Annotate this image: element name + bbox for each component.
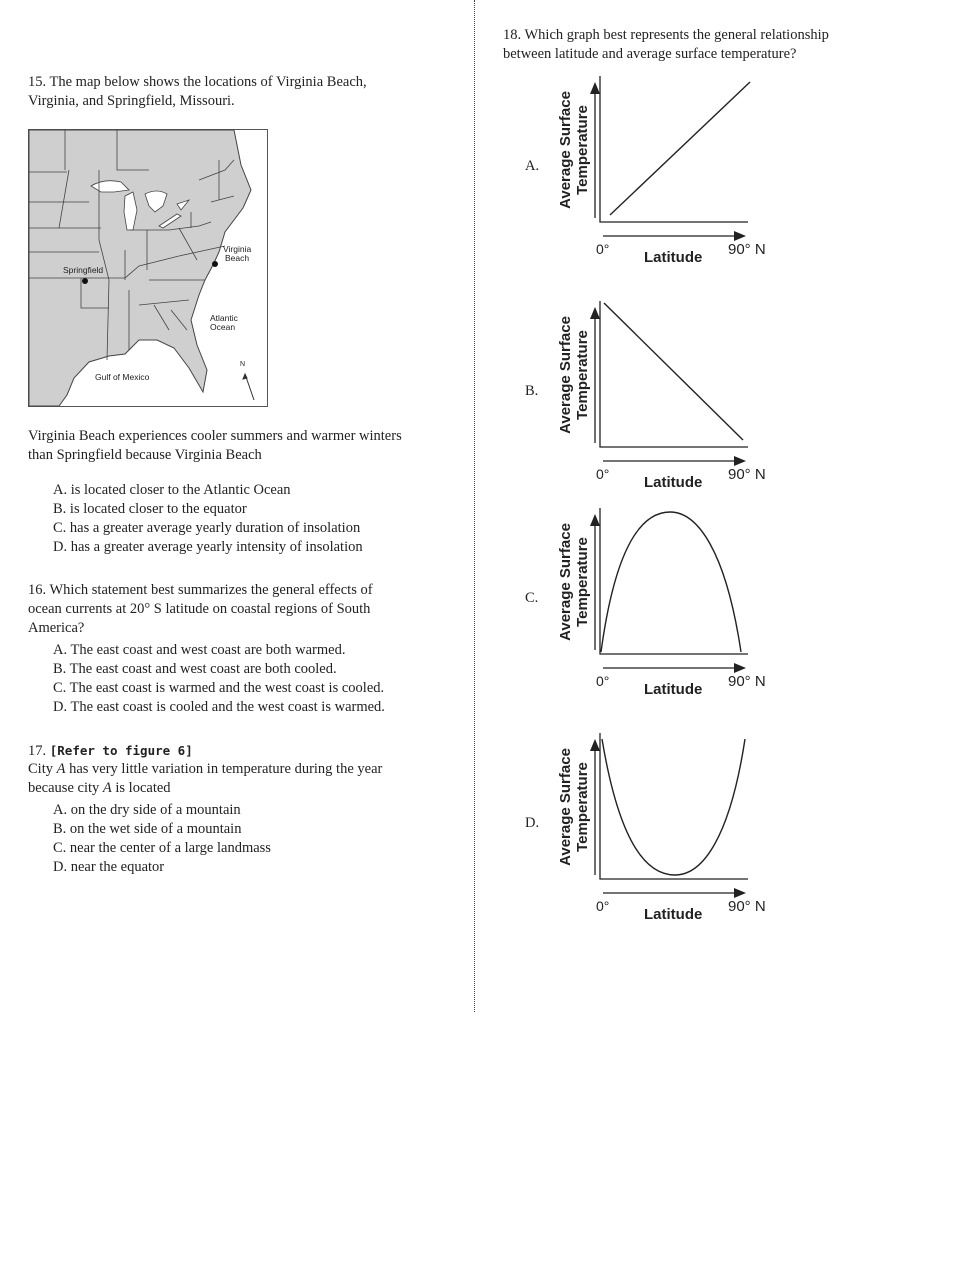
q15-choice-c[interactable]: C. has a greater average yearly duration of insolation [53, 520, 361, 536]
y-label-2: Temperature [574, 762, 591, 852]
graph-curve [602, 739, 745, 875]
q18-prompt-1: 18. Which graph best represents the general relationship [503, 27, 829, 43]
q15-stem-2: than Springfield because Virginia Beach [28, 447, 262, 463]
us-east-map [28, 129, 268, 407]
x-label: Latitude [644, 681, 703, 698]
graph-option-b[interactable] [525, 295, 788, 495]
x-min-label: 0° [596, 241, 610, 257]
q15-stem-1: Virginia Beach experiences cooler summers and warmer winters [28, 428, 402, 444]
q17-choice-d[interactable]: D. near the equator [53, 859, 165, 875]
q15-choice-d[interactable]: D. has a greater average yearly intensity of insolation [53, 539, 363, 555]
virginia-beach-label-1: Virginia [223, 244, 252, 254]
q16-choice-c[interactable]: C. The east coast is warmed and the west coast is cooled. [53, 680, 385, 696]
y-label-1: Average Surface [557, 523, 574, 641]
graph-option-d[interactable] [525, 727, 788, 927]
y-label-2: Temperature [574, 330, 591, 420]
refer-figure-link[interactable]: [Refer to figure 6] [49, 743, 193, 758]
q17-header: 17. [Refer to figure 6] [28, 743, 193, 759]
graph-curve [601, 512, 741, 652]
graph-option-c[interactable] [525, 502, 788, 702]
y-label-2: Temperature [574, 105, 591, 195]
x-label: Latitude [644, 249, 703, 266]
axes [600, 733, 748, 879]
q16-choice-d[interactable]: D. The east coast is cooled and the west coast is warmed. [53, 699, 385, 715]
axes [600, 76, 748, 222]
x-min-label: 0° [596, 673, 610, 689]
y-label-1: Average Surface [557, 316, 574, 434]
q17-choice-b[interactable]: B. on the wet side of a mountain [53, 821, 242, 837]
y-label-1: Average Surface [557, 748, 574, 866]
q15-prompt-1: 15. The map below shows the locations of Virginia Beach, [28, 74, 367, 90]
q16-prompt-1: 16. Which statement best summarizes the general effects of [28, 582, 373, 598]
graph-curve [610, 82, 750, 215]
q15-choice-a[interactable]: A. is located closer to the Atlantic Ocean [53, 482, 291, 498]
x-label: Latitude [644, 474, 703, 491]
q15-choice-b[interactable]: B. is located closer to the equator [53, 501, 247, 517]
q18-prompt-2: between latitude and average surface temperature? [503, 46, 797, 62]
graph-letter: C. [525, 590, 539, 606]
y-label-1: Average Surface [557, 91, 574, 209]
q17-stem-1: City A has very little variation in temperature during the year [28, 761, 383, 777]
q16-prompt-3: America? [28, 620, 85, 636]
q17-choice-a[interactable]: A. on the dry side of a mountain [53, 802, 241, 818]
axes [600, 301, 748, 447]
atlantic-label-2: Ocean [210, 322, 236, 332]
gulf-label: Gulf of Mexico [95, 372, 150, 382]
y-label-2: Temperature [574, 537, 591, 627]
graph-letter: A. [525, 158, 540, 174]
graph-option-a[interactable] [525, 70, 788, 270]
q15-prompt-2: Virginia, and Springfield, Missouri. [28, 93, 235, 109]
x-label: Latitude [644, 906, 703, 923]
x-min-label: 0° [596, 466, 610, 482]
x-max-label: 90° N [728, 241, 766, 258]
q16-choice-a[interactable]: A. The east coast and west coast are both warmed. [53, 642, 346, 658]
q17-choice-c[interactable]: C. near the center of a large landmass [53, 840, 271, 856]
q16-prompt-2: ocean currents at 20° S latitude on coastal regions of South [28, 601, 371, 617]
x-max-label: 90° N [728, 673, 766, 690]
x-max-label: 90° N [728, 466, 766, 483]
x-max-label: 90° N [728, 898, 766, 915]
graph-letter: B. [525, 383, 539, 399]
graph-curve [604, 303, 743, 440]
atlantic-label-1: Atlantic [210, 313, 238, 323]
north-label: N [240, 361, 246, 368]
springfield-label: Springfield [63, 265, 104, 275]
q17-stem-2: because city A is located [28, 780, 171, 796]
x-min-label: 0° [596, 898, 610, 914]
q16-choice-b[interactable]: B. The east coast and west coast are both cooled. [53, 661, 337, 677]
virginia-beach-label-2: Beach [225, 253, 250, 263]
column-divider [474, 0, 475, 1012]
graph-letter: D. [525, 815, 540, 831]
